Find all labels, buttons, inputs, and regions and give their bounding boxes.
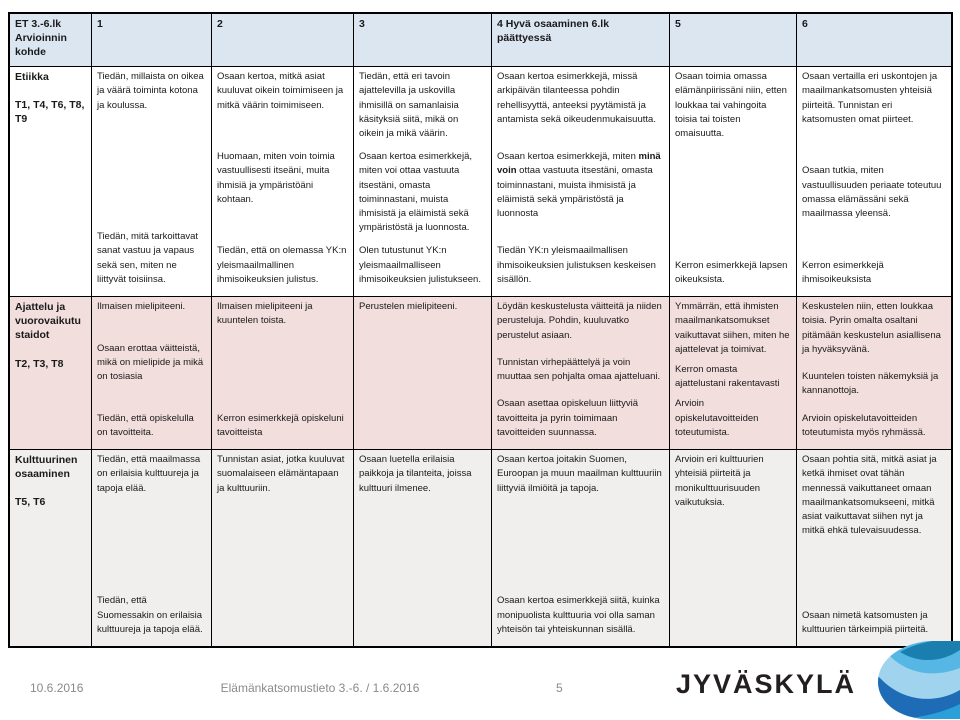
globe-swirl-icon (868, 640, 960, 720)
cell-paragraph: Ymmärrän, että ihmisten maailmankatsomukset vaikuttavat siihen, miten he ajattelevat ja toimivat. (675, 301, 790, 355)
table-cell-r1-c4 (492, 297, 670, 450)
assessment-rubric-table (8, 12, 953, 648)
cell-paragraph: Osaan erottaa väitteistä, mikä on mielipide ja mikä on tosiasia (97, 342, 204, 382)
table-cell-r0-c1 (92, 67, 212, 297)
cell-paragraph: Osaan luetella erilaisia paikkoja ja tilanteita, joissa kulttuuri ilmenee. (359, 454, 472, 494)
table-cell-r0-c4 (492, 67, 670, 297)
cell-paragraph: Tunnistan asiat, jotka kuuluvat suomalaiseen elämäntapaan ja kulttuuriin. (217, 454, 345, 494)
cell-paragraph: Kerron esimerkkejä ihmisoikeuksista (802, 259, 884, 285)
cell-paragraph: Perustelen mielipiteeni. (359, 301, 458, 312)
row-topic: Etiikka (15, 71, 49, 83)
cell-paragraph: Tiedän, että eri tavoin ajattelevilla ja uskovilla ihmisillä on samanlaisia käsityksiä siitä, mikä on oikein ja mikä väärin. (359, 71, 459, 139)
cell-paragraph: Kerron esimerkkejä lapsen oikeuksista. (675, 259, 788, 285)
column-header-3: 3 (354, 14, 492, 67)
cell-paragraph: Osaan toimia omassa elämänpiirissäni niin, etten loukkaa tai vahingoita toisia tai toisten omaisuutta. (675, 71, 787, 139)
logo-wordmark: JYVÄSKYLÄ (675, 668, 856, 699)
table-cell-r0-c6 (797, 67, 952, 297)
cell-paragraph: Arvioin opiskelutavoitteiden toteutumista myös ryhmässä. (802, 412, 926, 438)
column-header-1: 1 (92, 14, 212, 67)
row-header-1 (10, 297, 92, 450)
table-cell-r1-c1 (92, 297, 212, 450)
cell-paragraph: Tiedän, millaista on oikea ja väärä toiminta kotona ja koulussa. (97, 71, 204, 111)
table-cell-r2-c2 (212, 450, 354, 647)
table-cell-r2-c3 (354, 450, 492, 647)
jyvaskyla-logo (676, 640, 960, 720)
table-cell-r0-c2 (212, 67, 354, 297)
cell-paragraph: Löydän keskustelusta väitteitä ja niiden perusteluja. Pohdin, kuuluvatko perustelut asiaan. (497, 301, 662, 341)
cell-paragraph: Tiedän, mitä tarkoittavat sanat vastuu ja vapaus sekä sen, miten ne liittyvät toisiinsa. (97, 231, 199, 285)
cell-paragraph: Arvioin opiskelutavoitteiden toteutumista. (675, 398, 759, 438)
cell-paragraph: Osaan kertoa, mitkä asiat kuuluvat oikein toimimiseen ja mitkä väärin toimimiseen. (217, 71, 344, 111)
row-goal-codes: T2, T3, T8 (15, 357, 64, 370)
cell-paragraph: Osaan vertailla eri uskontojen ja maailmankatsomusten yhteisiä piirteitä. Tunnistan eri katsomusten omat piirteet. (802, 71, 938, 125)
cell-paragraph: Keskustelen niin, etten loukkaa toisia. Pyrin omalta osaltani pitämään keskustelun asiallisena ja hyväksyvänä. (802, 301, 941, 355)
cell-paragraph: Kuuntelen toisten näkemyksiä ja kannanottoja. (802, 371, 939, 397)
row-goal-codes: T1, T4, T6, T8, T9 (15, 99, 85, 126)
table-cell-r2-c1 (92, 450, 212, 647)
cell-paragraph: Tiedän YK:n yleismaailmallisen ihmisoikeuksien julistuksen keskeisen sisällön. (497, 245, 656, 285)
cell-paragraph: Tiedän, että opiskelulla on tavoitteita. (97, 412, 194, 438)
row-topic: Kulttuurinen osaaminen (15, 454, 78, 481)
cell-paragraph: Ilmaisen mielipiteeni. (97, 301, 186, 312)
cell-paragraph: Tunnistan virhepäättelyä ja voin muuttaa sen pohjalta omaa ajatteluani. (497, 356, 661, 382)
cell-paragraph: Ilmaisen mielipiteeni ja kuuntelen toista. (217, 301, 313, 327)
cell-paragraph: Olen tutustunut YK:n yleismaailmalliseen ihmisoikeuksien julistukseen. (359, 245, 481, 285)
cell-paragraph: Huomaan, miten voin toimia vastuullisesti itseäni, muita ihmisiä ja ympäristöäni kohtaan. (217, 151, 335, 205)
cell-paragraph: Osaan kertoa esimerkkejä siitä, kuinka monipuolista kulttuuria voi olla saman yhteisön tai yhteiskunnan sisällä. (497, 595, 660, 635)
column-header-5: 5 (670, 14, 797, 67)
table-cell-r1-c3 (354, 297, 492, 450)
cell-paragraph: Tiedän, että maailmassa on erilaisia kulttuureja ja tapoja elää. (97, 454, 201, 494)
column-header-2: 2 (212, 14, 354, 67)
cell-paragraph: Osaan pohtia sitä, mitkä asiat ja ketkä ihmiset ovat tähän mennessä vaikuttaneet omaan maailmankatsomukseeni, mitkä asiat vaikuttavat siihen nyt ja mitkä ehkä tulevaisuudessa. (802, 454, 937, 537)
cell-paragraph: Osaan kertoa joitakin Suomen, Euroopan ja muun maailman kulttuuriin liittyviä ilmiöitä ja tapoja. (497, 454, 662, 494)
table-cell-r2-c5 (670, 450, 797, 647)
cell-paragraph: Osaan tutkia, miten vastuullisuuden periaate toteutuu omassa elämässäni sekä maailmassa yleensä. (802, 165, 942, 219)
table-cell-r0-c5 (670, 67, 797, 297)
column-header-0: ET 3.-6.lk Arvioinnin kohde (10, 14, 92, 67)
cell-paragraph: Osaan asettaa opiskeluun liittyviä tavoitteita ja pyrin toimimaan tavoitteiden suunnassa. (497, 398, 638, 438)
cell-paragraph: Osaan kertoa esimerkkejä, miten voi ottaa vastuuta itsestäni, omasta toiminnastani, muista ihmisistä ja eläimistä sekä ympäristöstä ja luonnosta. (359, 151, 472, 234)
column-header-4: 4 Hyvä osaaminen 6.lk päättyessä (492, 14, 670, 67)
table-cell-r1-c5 (670, 297, 797, 450)
footer-date: 10.6.2016 (30, 681, 84, 695)
cell-paragraph: Osaan nimetä katsomusten ja kulttuurien tärkeimpiä piirteitä. (802, 609, 929, 635)
row-topic: Ajattelu ja vuorovaikutustaidot (15, 301, 81, 342)
table-cell-r2-c6 (797, 450, 952, 647)
cell-paragraph: Tiedän, että Suomessakin on erilaisia kulttuureja ja tapoja elää. (97, 595, 203, 635)
table-cell-r2-c4 (492, 450, 670, 647)
cell-paragraph: Arvioin eri kulttuurien yhteisiä piirteitä ja monikulttuurisuuden vaikutuksia. (675, 454, 764, 508)
row-goal-codes: T5, T6 (15, 496, 46, 509)
table-cell-r0-c3 (354, 67, 492, 297)
cell-paragraph: Osaan kertoa esimerkkejä, missä arkipäivän tilanteessa pohdin rehellisyyttä, anteeksi pyytämistä ja antamista sekä oikeudenmukaisuutta. (497, 71, 656, 125)
table-cell-r1-c2 (212, 297, 354, 450)
row-header-0 (10, 67, 92, 297)
row-header-2 (10, 450, 92, 647)
footer-title: Elämänkatsomustieto 3.-6. / 1.6.2016 (220, 681, 420, 695)
column-header-6: 6 (797, 14, 952, 67)
cell-paragraph: Kerron esimerkkejä opiskeluni tavoitteista (217, 412, 344, 438)
cell-paragraph: Tiedän, että on olemassa YK:n yleismaailmallinen ihmisoikeuksien julistus. (217, 245, 347, 285)
cell-paragraph: Osaan kertoa esimerkkejä, miten minä voin ottaa vastuuta itsestäni, omasta toiminnastani, muista ihmisistä ja eläimistä sekä ympäristöstä ja luonnosta (497, 151, 661, 219)
table-cell-r1-c6 (797, 297, 952, 450)
slide-number: 5 (556, 681, 563, 695)
cell-paragraph: Kerron omasta ajattelustani rakentavasti (675, 363, 780, 390)
